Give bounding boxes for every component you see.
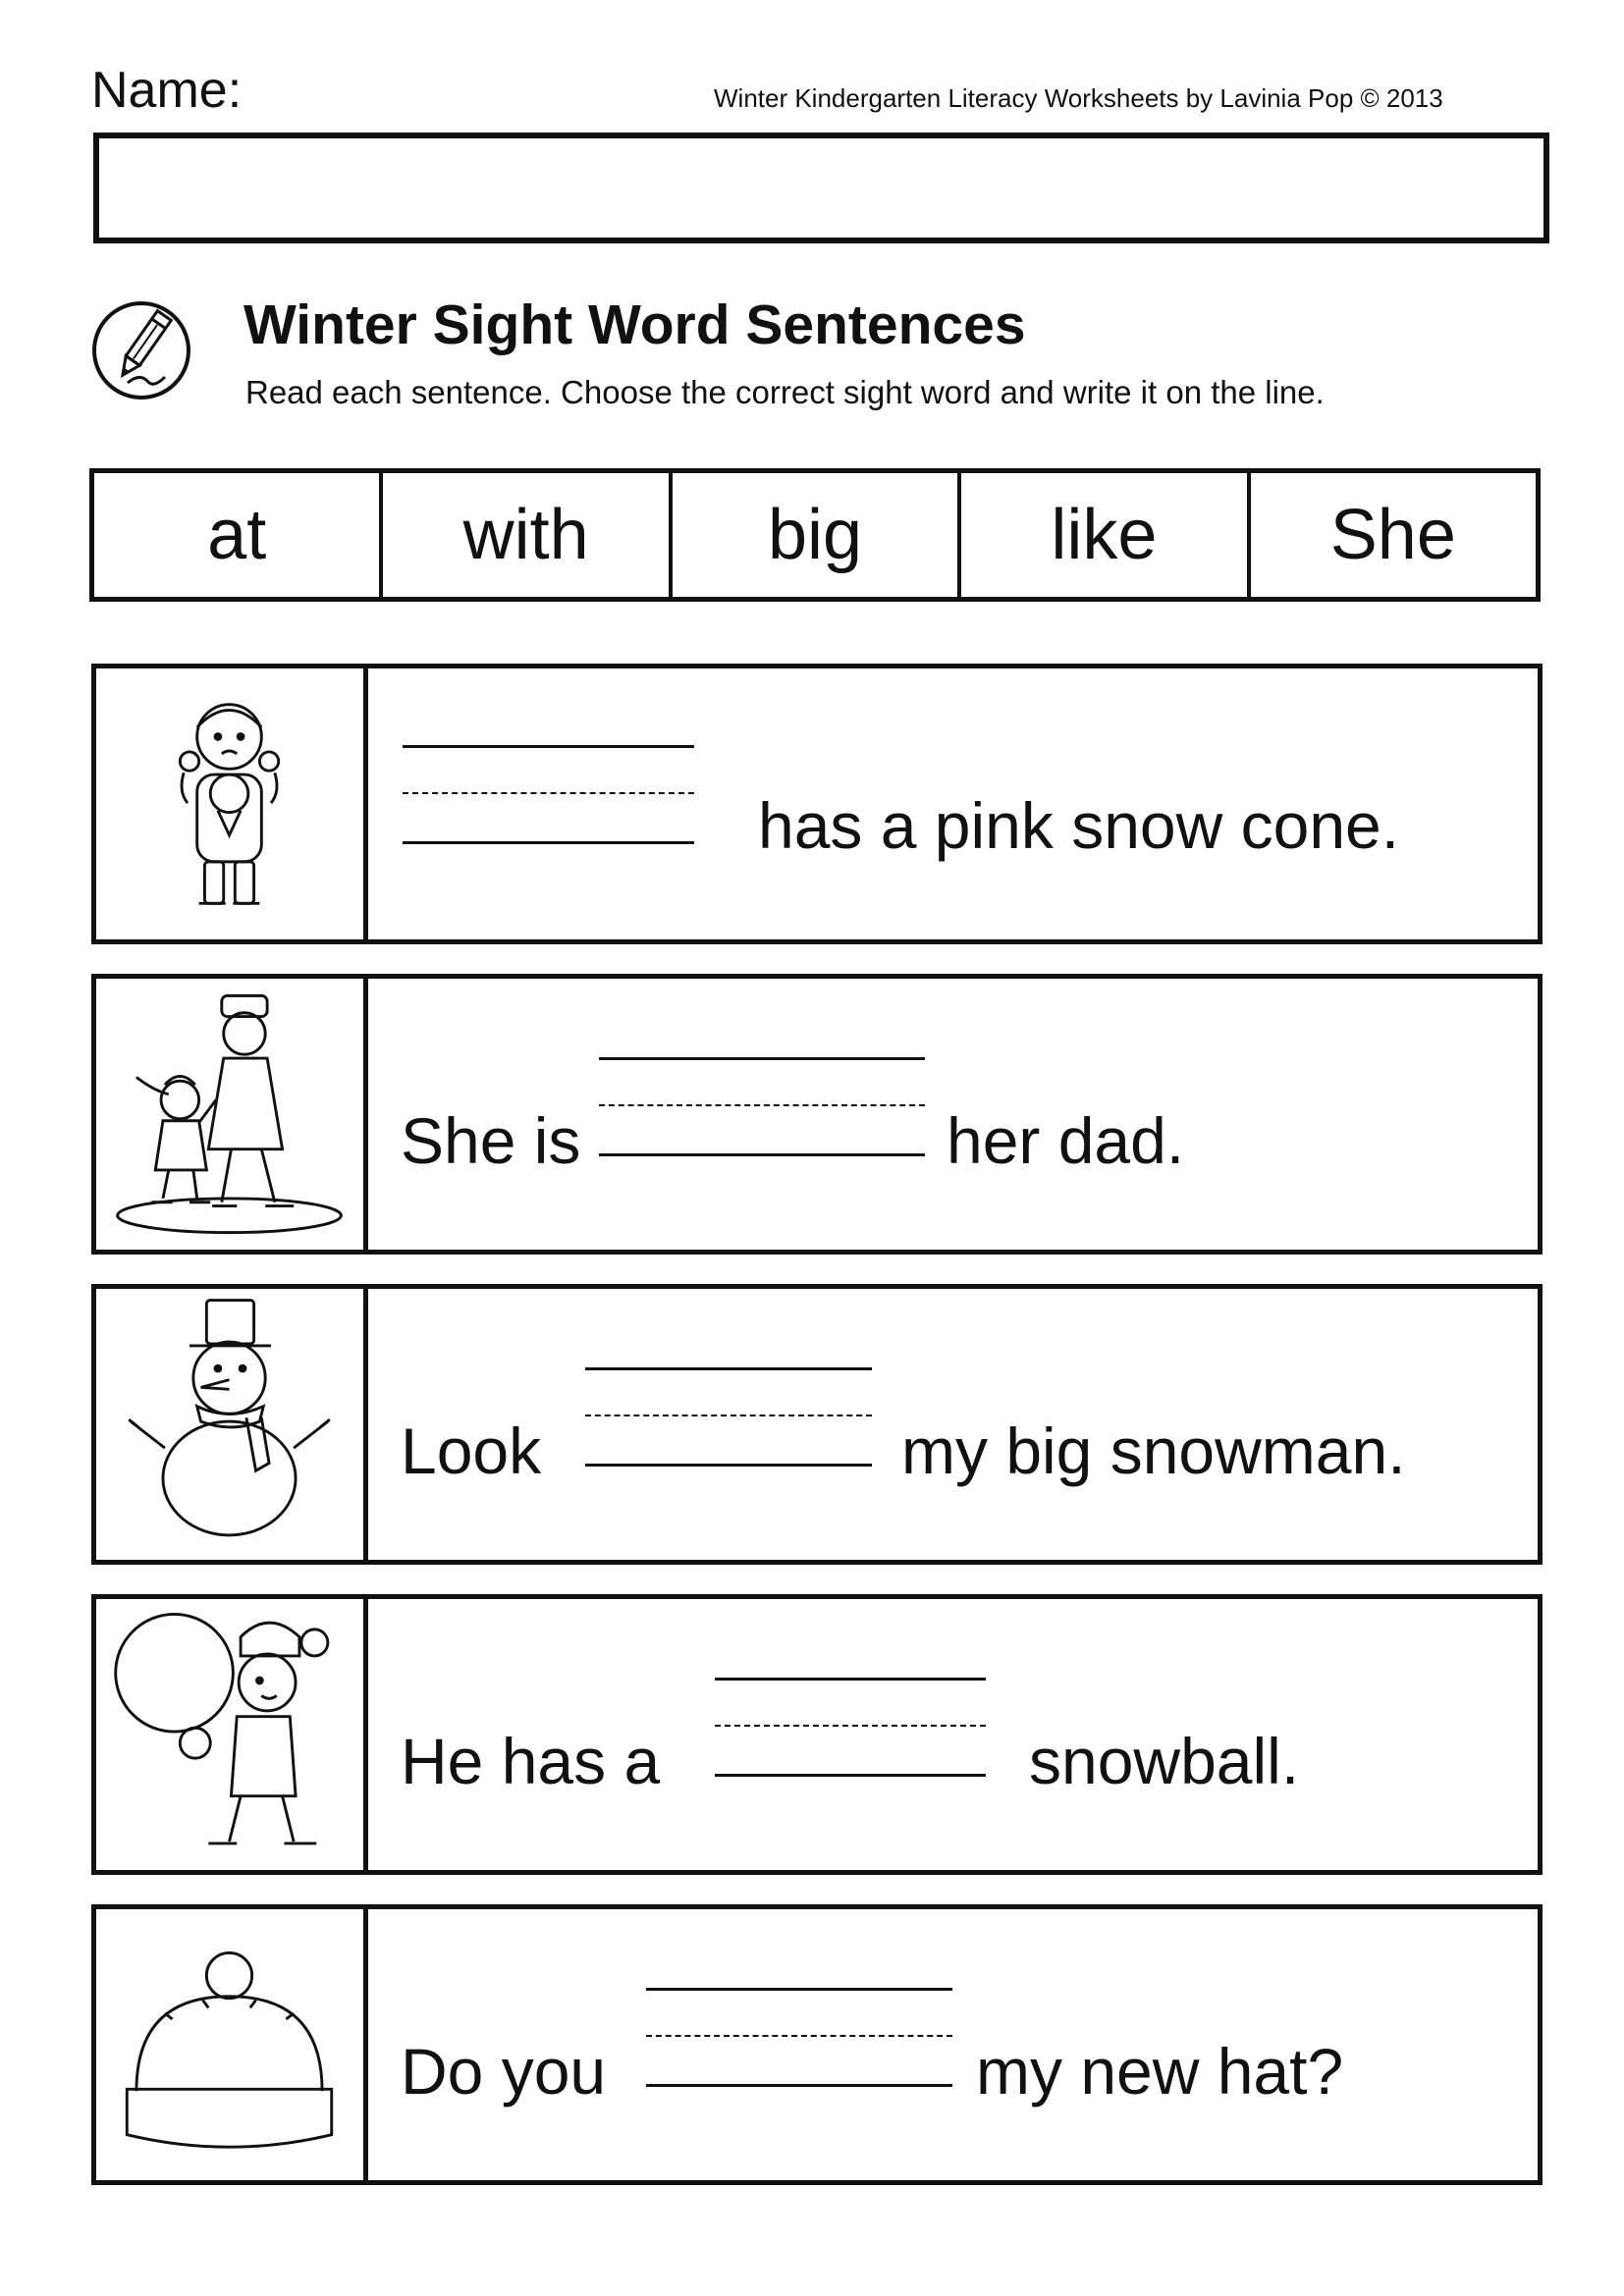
sentence-row bbox=[91, 974, 1543, 1255]
instructions: Read each sentence. Choose the correct sight word and write it on the line. bbox=[245, 374, 1325, 410]
word-bank bbox=[89, 468, 1541, 602]
sentence-after: my new hat? bbox=[976, 2035, 1344, 2108]
answer-blank[interactable] bbox=[715, 1678, 986, 1776]
boy-with-snowball-icon bbox=[96, 1599, 368, 1870]
sentence-before: She is bbox=[401, 1104, 581, 1177]
sentence-before: He has a bbox=[401, 1725, 661, 1797]
word-bank-word: at bbox=[94, 473, 383, 597]
sentence-after: her dad. bbox=[947, 1104, 1185, 1177]
word-bank-word: She bbox=[1329, 496, 1456, 574]
name-label: Name: bbox=[91, 62, 243, 119]
word-bank-word: with bbox=[383, 473, 672, 597]
sentence-row bbox=[91, 1594, 1543, 1875]
sentence-row bbox=[91, 1284, 1543, 1565]
answer-blank[interactable] bbox=[599, 1057, 925, 1155]
answer-blank[interactable] bbox=[646, 1988, 952, 2086]
snowman-icon bbox=[96, 1289, 368, 1560]
sentence-after: my big snowman. bbox=[901, 1415, 1406, 1487]
sentence-row bbox=[91, 664, 1543, 944]
sentence-before: Do you bbox=[401, 2035, 607, 2108]
answer-blank[interactable] bbox=[403, 745, 694, 843]
name-field[interactable] bbox=[93, 133, 1549, 243]
sentence-row bbox=[91, 1904, 1543, 2185]
answer-blank[interactable] bbox=[585, 1367, 872, 1466]
sentence-after: has a pink snow cone. bbox=[758, 789, 1400, 862]
sentence-before: Look bbox=[401, 1415, 542, 1487]
credit-line: Winter Kindergarten Literacy Worksheets by Lavinia Pop © 2013 bbox=[714, 83, 1443, 113]
pencil-icon bbox=[90, 287, 192, 414]
worksheet-title: Winter Sight Word Sentences bbox=[244, 294, 1026, 356]
word-bank-word: big bbox=[673, 473, 961, 597]
girl-skating-with-dad-icon bbox=[96, 979, 368, 1250]
girl-with-snow-cone-icon bbox=[96, 668, 368, 939]
sentence-after: snowball. bbox=[1029, 1725, 1300, 1797]
winter-hat-icon bbox=[96, 1909, 368, 2180]
word-bank-word: like bbox=[961, 473, 1250, 597]
